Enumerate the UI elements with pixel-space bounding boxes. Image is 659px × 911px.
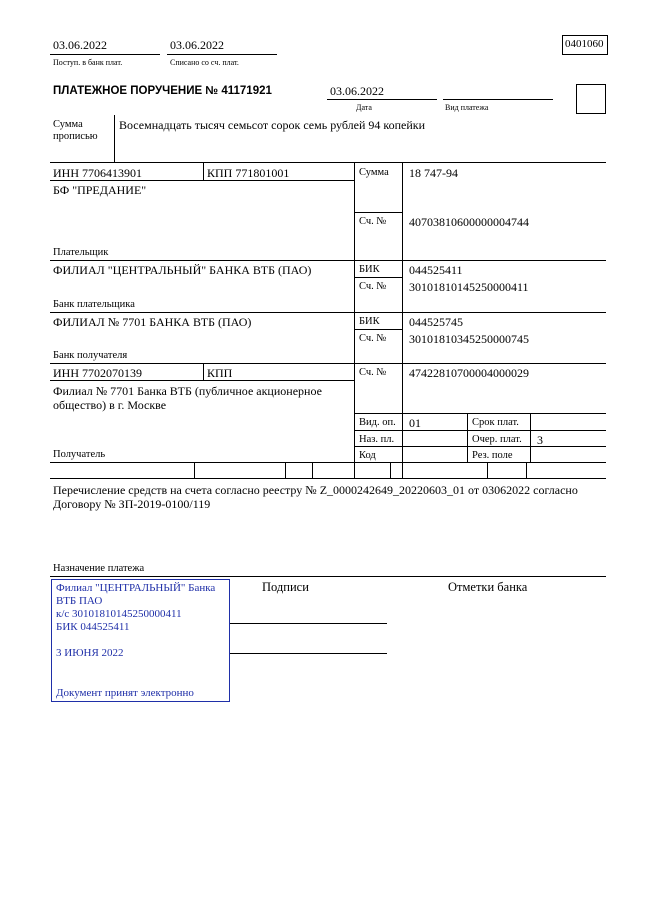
stamp-bik: БИК 044525411 xyxy=(56,621,130,633)
payment-type-line xyxy=(443,99,553,100)
stamp-corr-account: к/с 30101810145250000411 xyxy=(56,608,182,620)
payee-bank-bik: 044525745 xyxy=(409,315,463,329)
received-label: Поступ. в банк плат. xyxy=(53,58,123,67)
debited-label: Списано со сч. плат. xyxy=(170,58,239,67)
payee-label: Получатель xyxy=(53,449,106,460)
stamp-date: 3 ИЮНЯ 2022 xyxy=(56,647,124,659)
received-date: 03.06.2022 xyxy=(53,38,107,52)
grid-line xyxy=(390,462,391,478)
signature-line-2 xyxy=(229,653,387,654)
order-label: Очер. плат. xyxy=(472,434,522,445)
op-type-label: Вид. оп. xyxy=(359,417,396,428)
grid-line xyxy=(530,413,531,462)
payer-bank-name: ФИЛИАЛ "ЦЕНТРАЛЬНЫЙ" БАНКА ВТБ (ПАО) xyxy=(53,263,312,277)
sum-label: Сумма xyxy=(359,167,389,178)
grid-line xyxy=(50,363,606,364)
purpose-bottom-line xyxy=(50,576,606,577)
amount-words-divider xyxy=(114,115,115,162)
payer-bank-bik-label: БИК xyxy=(359,264,380,275)
order-date-label: Дата xyxy=(356,103,372,112)
purpose-code-label: Наз. пл. xyxy=(359,434,395,445)
grid-line xyxy=(50,312,606,313)
grid-line xyxy=(354,277,402,278)
payer-bank-account-label: Сч. № xyxy=(359,281,387,292)
grid-line xyxy=(50,260,606,261)
grid-line xyxy=(285,462,286,478)
sum-value: 18 747-94 xyxy=(409,166,458,180)
debited-date-line xyxy=(167,54,277,55)
document-title: ПЛАТЕЖНОЕ ПОРУЧЕНИЕ № 41171921 xyxy=(53,85,272,97)
reserve-label: Рез. поле xyxy=(472,450,513,461)
amount-words-label-2: прописью xyxy=(53,131,98,142)
grid-line xyxy=(50,162,606,163)
grid-line xyxy=(354,446,606,447)
grid-line xyxy=(354,212,402,213)
payer-inn: ИНН 7706413901 xyxy=(53,166,142,180)
code-label: Код xyxy=(359,450,376,461)
grid-line xyxy=(312,462,313,478)
payee-account-label: Сч. № xyxy=(359,367,387,378)
payee-bank-account-label: Сч. № xyxy=(359,333,387,344)
payment-type-label: Вид платежа xyxy=(445,103,489,112)
bank-marks-label: Отметки банка xyxy=(448,580,528,594)
grid-line xyxy=(467,413,468,462)
signatures-label: Подписи xyxy=(262,580,309,594)
grid-line xyxy=(487,462,488,478)
form-code: 0401060 xyxy=(565,38,604,50)
bank-stamp xyxy=(51,579,230,702)
payee-name-1: Филиал № 7701 Банка ВТБ (публичное акционерное xyxy=(53,384,322,398)
payer-label: Плательщик xyxy=(53,247,109,258)
payee-bank-label: Банк получателя xyxy=(53,350,128,361)
payer-bank-bik: 044525411 xyxy=(409,263,463,277)
payer-name: БФ "ПРЕДАНИЕ" xyxy=(53,183,147,197)
signature-line-1 xyxy=(229,623,387,624)
payee-bank-account: 30101810345250000745 xyxy=(409,332,529,346)
stamp-accepted: Документ принят электронно xyxy=(56,687,194,699)
order-value: 3 xyxy=(537,433,543,447)
grid-line xyxy=(354,413,606,414)
received-date-line xyxy=(50,54,160,55)
grid-line xyxy=(526,462,527,478)
purpose-line-2: Договору № ЗП-2019-0100/119 xyxy=(53,497,211,511)
payer-bank-account: 30101810145250000411 xyxy=(409,280,529,294)
grid-line xyxy=(354,430,606,431)
grid-line xyxy=(50,462,606,463)
debited-date: 03.06.2022 xyxy=(170,38,224,52)
purpose-label: Назначение платежа xyxy=(53,563,145,574)
stamp-bank-name-2: ВТБ ПАО xyxy=(56,595,103,607)
mark-box xyxy=(576,84,606,114)
grid-line xyxy=(203,162,204,180)
payee-account: 47422810700004000029 xyxy=(409,366,529,380)
payee-inn: ИНН 7702070139 xyxy=(53,366,142,380)
amount-words-text: Восемнадцать тысяч семьсот сорок семь рублей 94 копейки xyxy=(119,118,426,132)
grid-line xyxy=(402,162,403,478)
op-type-value: 01 xyxy=(409,416,421,430)
term-label: Срок плат. xyxy=(472,417,519,428)
grid-line xyxy=(50,478,606,479)
payer-account-label: Сч. № xyxy=(359,216,387,227)
grid-line xyxy=(354,162,355,478)
purpose-line-1: Перечисление средств на счета согласно реестру № Z_0000242649_20220603_01 от 03062022 согласно xyxy=(53,483,578,497)
order-date: 03.06.2022 xyxy=(330,84,384,98)
grid-line xyxy=(203,363,204,380)
payee-kpp: КПП xyxy=(207,366,233,380)
grid-line xyxy=(354,329,402,330)
order-date-line xyxy=(327,99,437,100)
payee-name-2: общество) в г. Москве xyxy=(53,398,167,412)
payer-bank-label: Банк плательщика xyxy=(53,299,135,310)
payer-account: 40703810600000004744 xyxy=(409,215,529,229)
payee-bank-name: ФИЛИАЛ № 7701 БАНКА ВТБ (ПАО) xyxy=(53,315,252,329)
payer-kpp: КПП 771801001 xyxy=(207,166,290,180)
grid-line xyxy=(194,462,195,478)
stamp-bank-name: Филиал "ЦЕНТРАЛЬНЫЙ" Банка xyxy=(56,582,216,594)
amount-words-label-1: Сумма xyxy=(53,119,83,130)
payee-bank-bik-label: БИК xyxy=(359,316,380,327)
